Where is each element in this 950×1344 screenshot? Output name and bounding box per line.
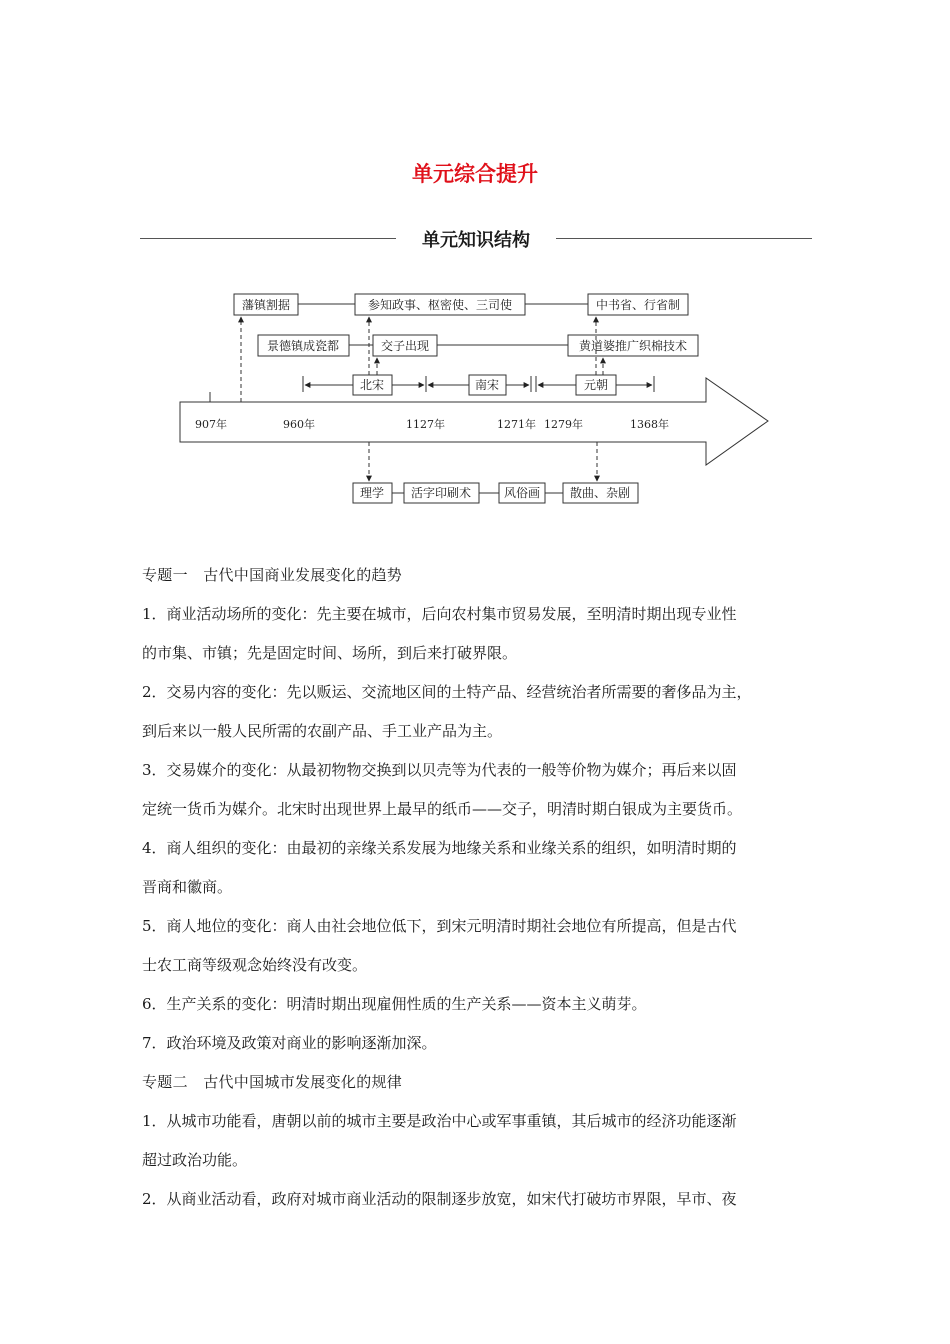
year-960: 960年 <box>283 418 315 431</box>
year-1368: 1368年 <box>630 418 669 431</box>
page-title: 单元综合提升 <box>412 162 538 186</box>
topic1-item6: 6．生产关系的变化：明清时期出现雇佣性质的生产关系——资本主义萌芽。 <box>142 995 647 1013</box>
box-zhongshu-xingsheng-label: 中书省、行省制 <box>595 298 681 312</box>
box-central-officials-label: 参知政事、枢密使、三司使 <box>367 298 513 312</box>
topic1-item3-line2: 定统一货币为媒介。北宋时出现世界上最早的纸币——交子，明清时期白银成为主要货币。 <box>142 800 743 818</box>
period-yuan: 元朝 <box>583 378 609 392</box>
topic1-item3-line1: 3．交易媒介的变化：从最初物物交换到以贝壳等为代表的一般等价物为媒介；再后来以固 <box>142 761 737 779</box>
topic2-heading: 专题二 古代中国城市发展变化的规律 <box>142 1073 403 1091</box>
box-genre-painting-label: 风俗画 <box>503 486 541 500</box>
topic1-item5-line1: 5．商人地位的变化：商人由社会地位低下，到宋元明清时期社会地位有所提高，但是古代 <box>142 917 737 935</box>
topic1-item2-line1: 2．交易内容的变化：先以贩运、交流地区间的土特产品、经营统治者所需要的奢侈品为主， <box>142 683 752 701</box>
year-1271: 1271年 <box>497 418 536 431</box>
year-1279: 1279年 <box>544 418 583 431</box>
topic1-item1-line2: 的市集、市镇；先是固定时间、场所，到后来打破界限。 <box>142 644 518 662</box>
box-jingdezhen-label: 景德镇成瓷都 <box>266 339 340 353</box>
topic1-item4-line2: 晋商和徽商。 <box>142 878 233 896</box>
topic1-item2-line2: 到后来以一般人民所需的农副产品、手工业产品为主。 <box>142 722 503 740</box>
topic1-item4-line1: 4．商人组织的变化：由最初的亲缘关系发展为地缘关系和业缘关系的组织，如明清时期的 <box>142 839 737 857</box>
section-heading <box>140 226 812 252</box>
knowledge-structure-diagram <box>170 280 780 510</box>
topic1-heading: 专题一 古代中国商业发展变化的趋势 <box>142 566 403 584</box>
period-northern-song: 北宋 <box>359 378 385 392</box>
box-jiaozi-label: 交子出现 <box>380 339 430 353</box>
period-southern-song: 南宋 <box>474 378 500 392</box>
box-fanzhen-label: 藩镇割据 <box>241 298 291 312</box>
year-907: 907年 <box>195 418 227 431</box>
box-huangdaopo-label: 黄道婆推广织棉技术 <box>578 339 688 353</box>
topic1-item1-line1: 1．商业活动场所的变化：先主要在城市，后向农村集市贸易发展，至明清时期出现专业性 <box>142 605 737 623</box>
box-lixue-label: 理学 <box>359 486 385 500</box>
topic1-item7: 7．政治环境及政策对商业的影响逐渐加深。 <box>142 1034 437 1052</box>
topic2-item1-line1: 1．从城市功能看，唐朝以前的城市主要是政治中心或军事重镇，其后城市的经济功能逐渐 <box>142 1112 737 1130</box>
topic2-item2-line1: 2．从商业活动看，政府对城市商业活动的限制逐步放宽，如宋代打破坊市界限，早市、夜 <box>142 1190 737 1208</box>
divider-right <box>556 238 812 239</box>
box-movable-type-label: 活字印刷术 <box>410 486 472 500</box>
section-title: 单元知识结构 <box>422 230 530 251</box>
content-body <box>142 556 812 1219</box>
topic2-item1-line2: 超过政治功能。 <box>142 1151 248 1169</box>
year-1127: 1127年 <box>406 418 445 431</box>
box-sanqu-zaju-label: 散曲、杂剧 <box>569 486 631 500</box>
topic1-item5-line2: 士农工商等级观念始终没有改变。 <box>142 956 368 974</box>
